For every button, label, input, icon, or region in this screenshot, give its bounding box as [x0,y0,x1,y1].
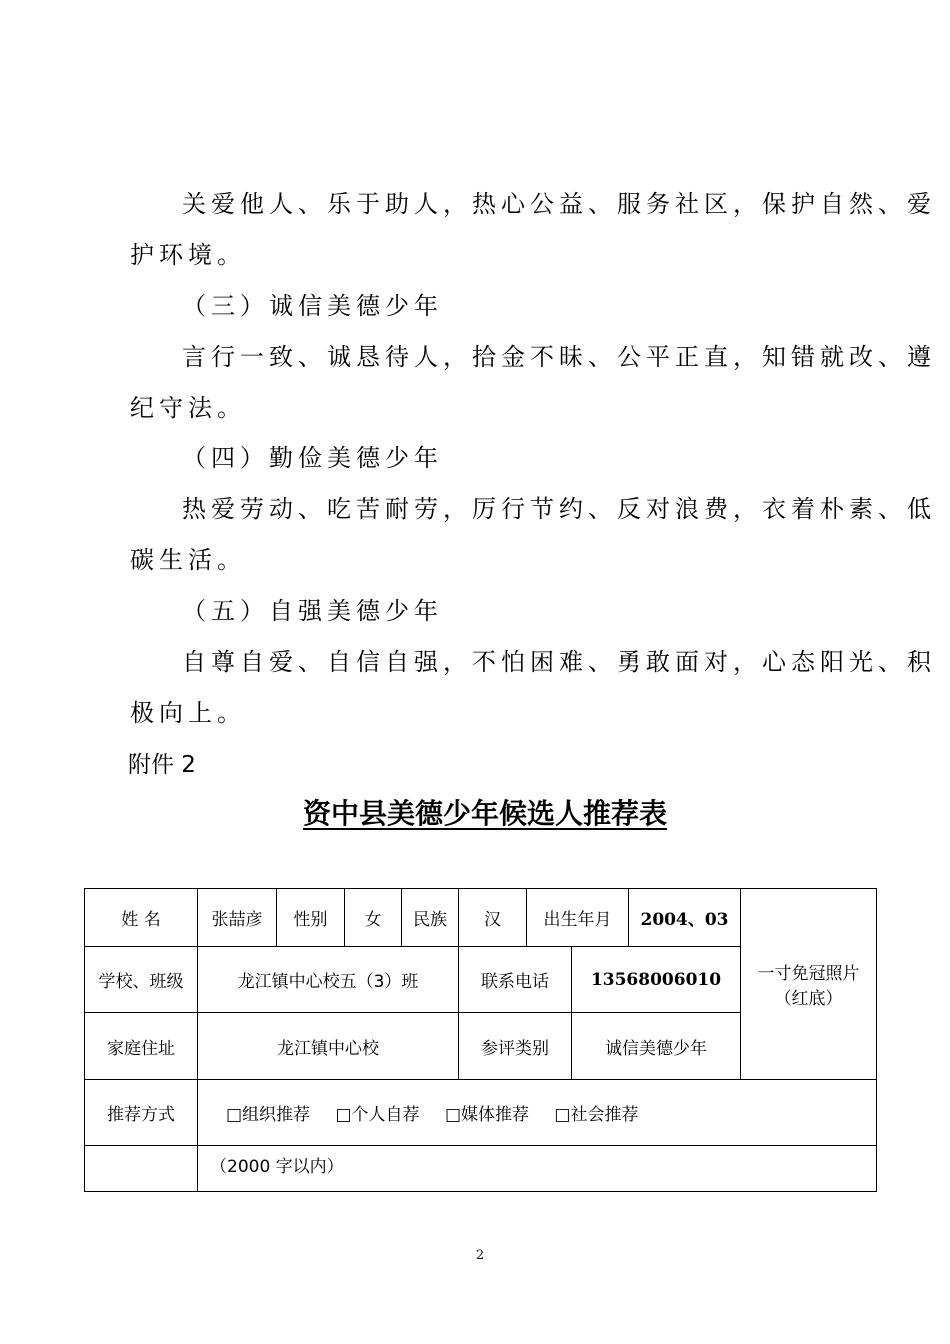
method-option-organization[interactable]: □组织推荐 [226,1105,311,1125]
method-option-society[interactable]: □社会推荐 [554,1105,639,1125]
school-value[interactable]: 龙江镇中心校五（3）班 [198,947,459,1013]
method-options [198,1080,877,1146]
attachment-label: 附件 2 [128,752,196,778]
page-number: 2 [475,1248,485,1263]
category-value[interactable]: 诚信美德少年 [572,1013,741,1080]
section-heading: （五）自强美德少年 [182,597,443,625]
name-value[interactable]: 张喆彦 [198,889,277,947]
gender-value[interactable]: 女 [345,889,402,947]
blank-label-cell [85,1146,198,1192]
birth-label: 出生年月 [527,889,629,947]
school-label: 学校、班级 [85,947,198,1013]
name-label: 姓 名 [85,889,198,947]
paragraph-line: 自尊自爱、自信自强，不怕困难、勇敢面对，心态阳光、积 [182,648,936,676]
gender-label: 性别 [277,889,345,947]
method-option-media[interactable]: □媒体推荐 [444,1105,529,1125]
deeds-note[interactable]: （2000 字以内） [198,1146,877,1192]
paragraph-line: 护环境。 [130,241,246,269]
phone-label: 联系电话 [459,947,572,1013]
method-label: 推荐方式 [85,1080,198,1146]
method-option-self[interactable]: □个人自荐 [335,1105,420,1125]
birth-value[interactable]: 2004、03 [629,889,741,947]
section-heading: （四）勤俭美德少年 [182,444,443,472]
paragraph-line: 关爱他人、乐于助人，热心公益、服务社区，保护自然、爱 [182,190,936,218]
paragraph-line: 热爱劳动、吃苦耐劳，厉行节约、反对浪费，衣着朴素、低 [182,495,936,523]
photo-box [741,889,877,1080]
paragraph-line: 极向上。 [130,699,246,727]
address-value[interactable]: 龙江镇中心校 [198,1013,459,1080]
recommendation-form [84,888,877,1192]
section-heading: （三）诚信美德少年 [182,292,443,320]
photo-caption: 一寸免冠照片 [757,964,860,984]
photo-caption-note: （红底） [774,989,843,1009]
ethnicity-value[interactable]: 汉 [459,889,527,947]
ethnicity-label: 民族 [402,889,459,947]
form-title: 资中县美德少年候选人推荐表 [302,797,667,830]
paragraph-line: 言行一致、诚恳待人，拾金不昧、公平正直，知错就改、遵 [182,343,936,371]
phone-value[interactable]: 13568006010 [572,947,741,1013]
address-label: 家庭住址 [85,1013,198,1080]
paragraph-line: 碳生活。 [130,546,246,574]
category-label: 参评类别 [459,1013,572,1080]
paragraph-line: 纪守法。 [130,394,246,422]
